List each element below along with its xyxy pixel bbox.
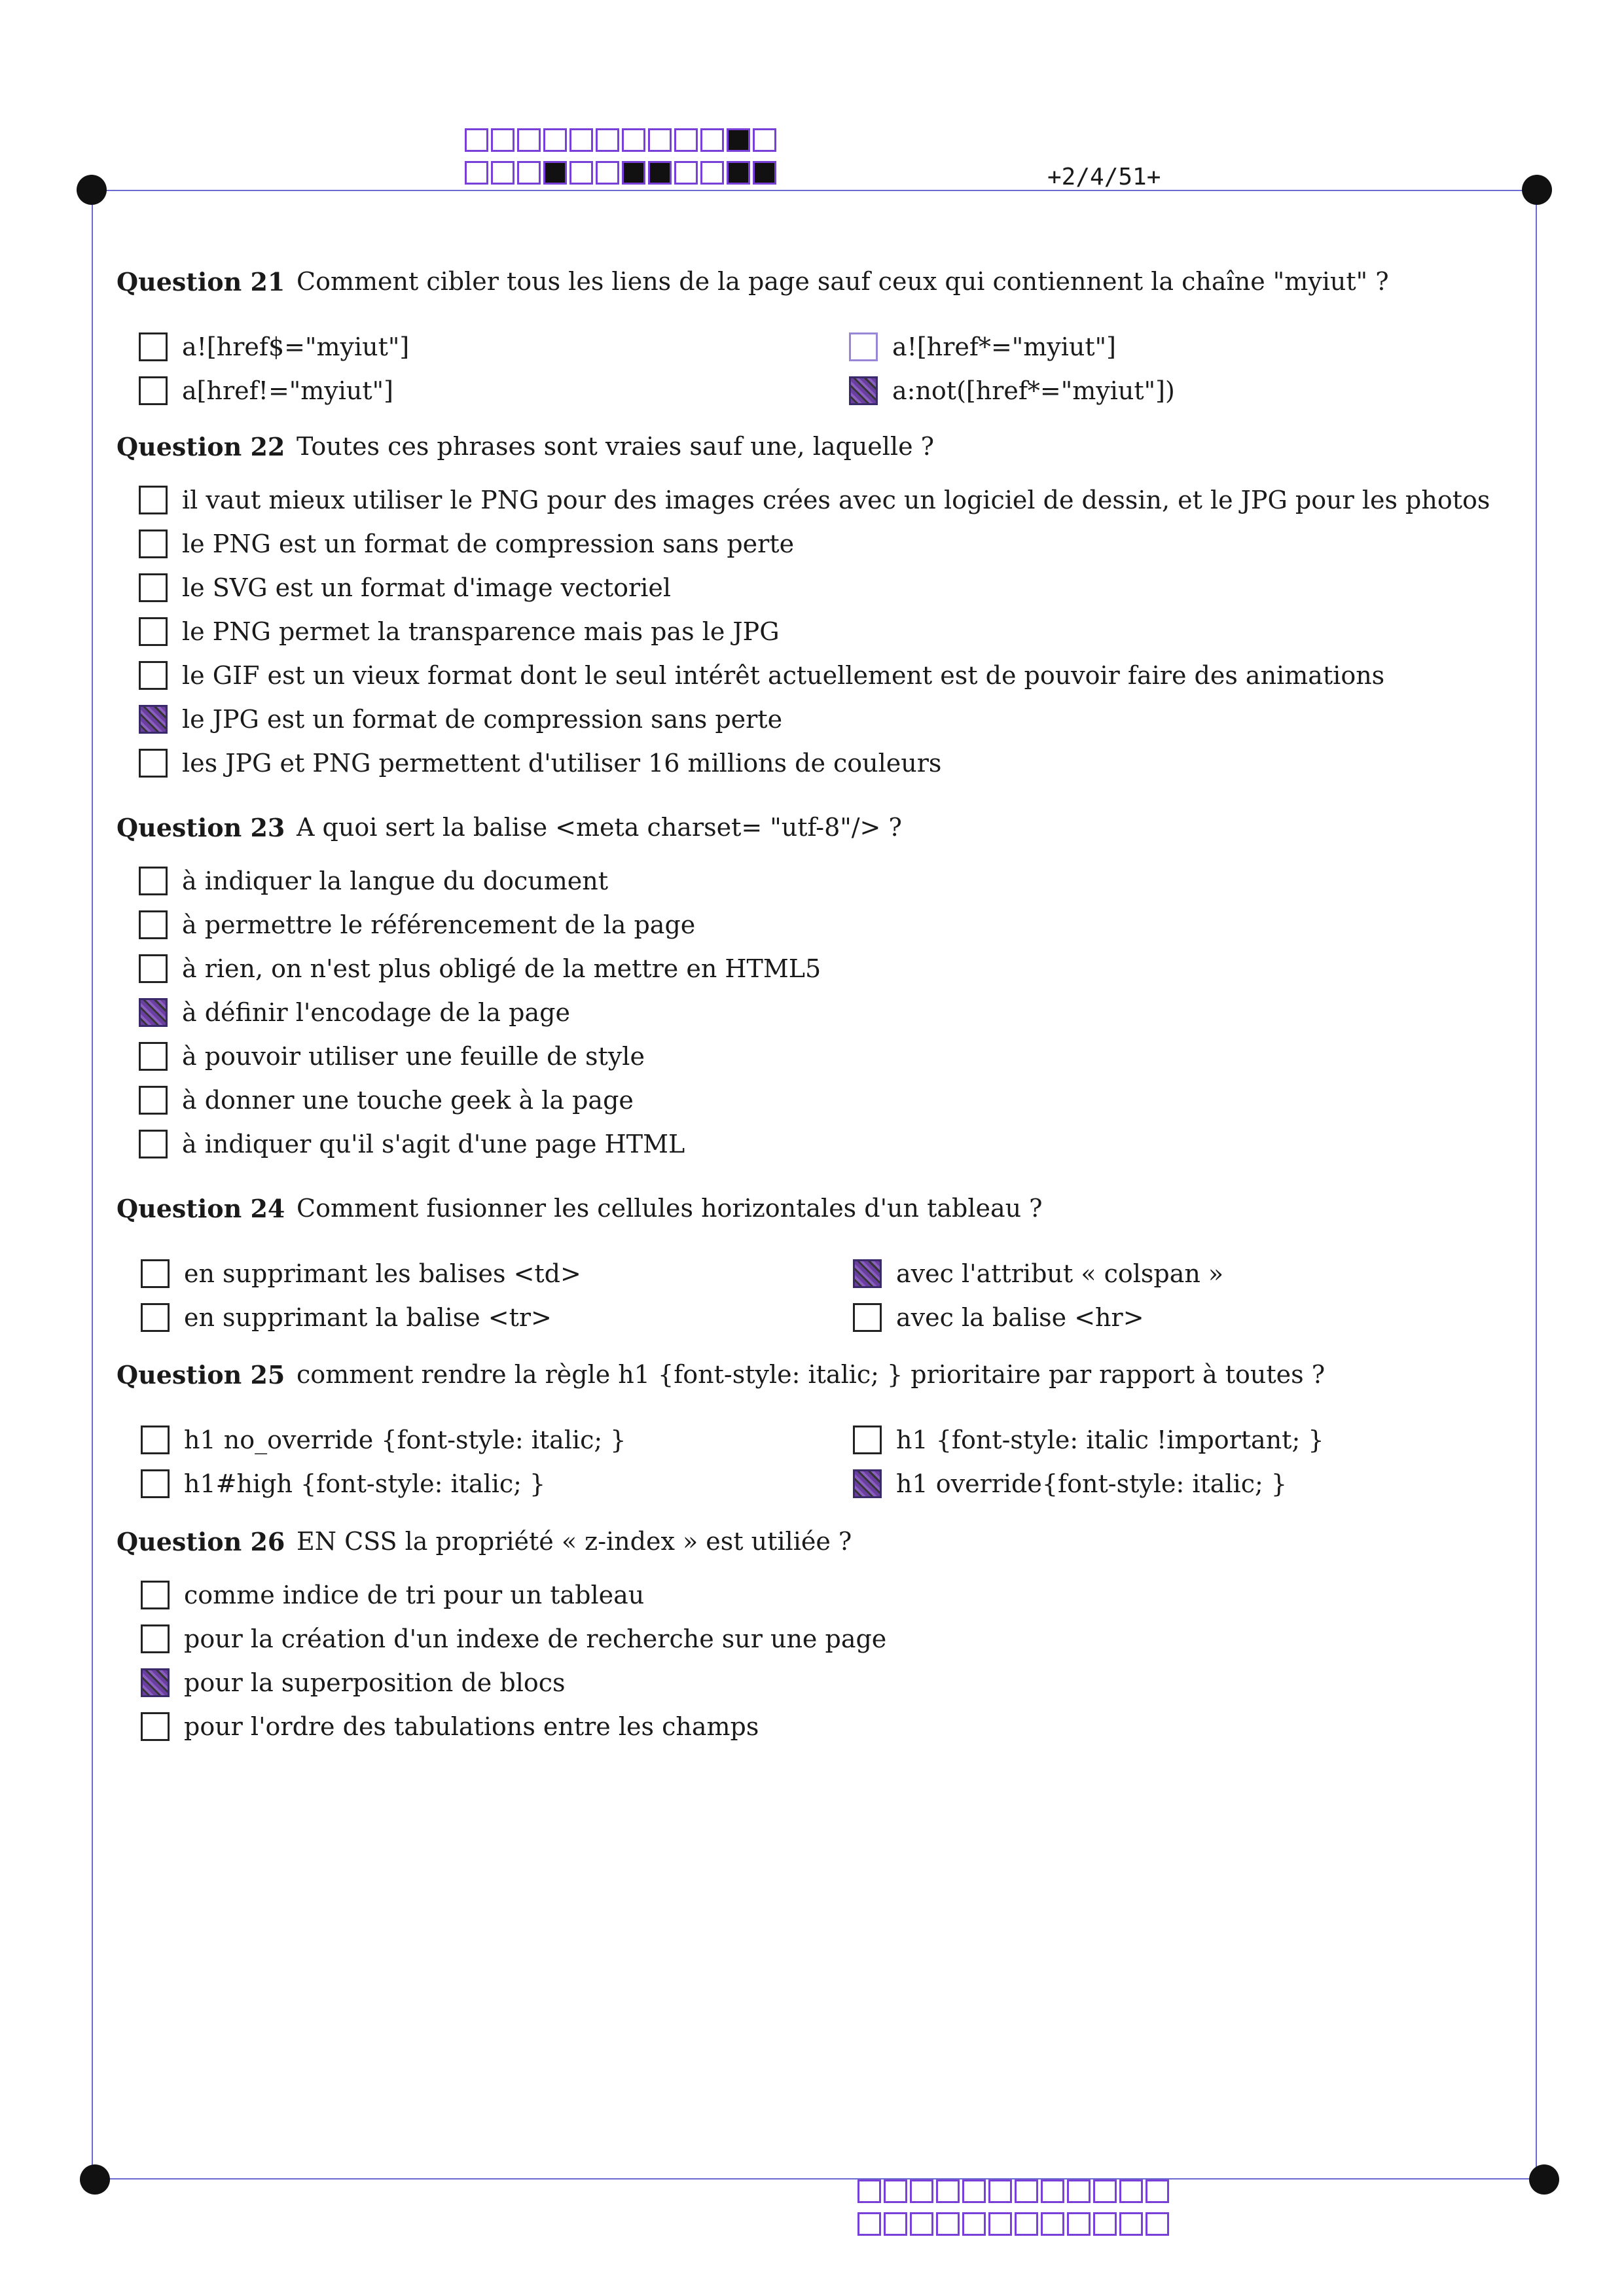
answer-text: à donner une touche geek à la page <box>182 1086 634 1115</box>
question-text: A quoi sert la balise <meta charset= "utf-8"/> ? <box>297 813 902 842</box>
answer-option[interactable] <box>139 1130 685 1158</box>
answer-checkbox[interactable] <box>139 998 168 1027</box>
answer-option[interactable] <box>139 998 570 1027</box>
answer-checkbox[interactable] <box>853 1259 882 1288</box>
answer-checkbox[interactable] <box>141 1469 170 1498</box>
answer-text: à définir l'encodage de la page <box>182 998 570 1027</box>
answer-text: le GIF est un vieux format dont le seul intérêt actuellement est de pouvoir faire des animations <box>182 661 1385 690</box>
answer-checkbox[interactable] <box>141 1712 170 1741</box>
code-cell <box>727 161 750 185</box>
answer-text: il vaut mieux utiliser le PNG pour des images crées avec un logiciel de dessin, et le JPG pour les photos <box>182 486 1490 514</box>
code-cell <box>674 128 698 152</box>
answer-text: pour l'ordre des tabulations entre les champs <box>184 1712 759 1741</box>
question-label: Question 22 <box>117 432 285 461</box>
code-cell <box>596 128 619 152</box>
answer-text: en supprimant les balises <td> <box>184 1259 581 1288</box>
answer-text: à indiquer qu'il s'agit d'une page HTML <box>182 1130 685 1158</box>
code-cell <box>1015 2179 1038 2203</box>
question-title <box>117 267 1389 296</box>
answer-text: a![href$="myiut"] <box>182 332 410 361</box>
question-text: Comment cibler tous les liens de la page sauf ceux qui contiennent la chaîne "myiut" ? <box>297 267 1389 296</box>
question-title <box>117 1360 1325 1390</box>
answer-text: à indiquer la langue du document <box>182 867 609 895</box>
question-label: Question 21 <box>117 267 285 296</box>
answer-text: le PNG permet la transparence mais pas le JPG <box>182 617 780 646</box>
answer-option[interactable] <box>139 486 1490 514</box>
code-cell <box>517 128 541 152</box>
answer-checkbox[interactable] <box>139 376 168 405</box>
answer-checkbox[interactable] <box>853 1303 882 1332</box>
question-title <box>117 813 902 842</box>
answer-checkbox[interactable] <box>139 705 168 734</box>
question-text: comment rendre la règle h1 {font-style: italic; } prioritaire par rapport à toutes ? <box>297 1360 1326 1389</box>
answer-option[interactable] <box>141 1259 581 1288</box>
code-cell <box>962 2179 986 2203</box>
registration-mark-bottom-left <box>80 2164 110 2195</box>
answer-checkbox[interactable] <box>139 486 168 514</box>
code-cell <box>1119 2179 1143 2203</box>
answer-option[interactable] <box>139 705 782 734</box>
answer-text: avec l'attribut « colspan » <box>896 1259 1224 1288</box>
page-identifier: +2/4/51+ <box>1047 164 1161 190</box>
answer-option[interactable] <box>139 1042 645 1071</box>
answer-text: les JPG et PNG permettent d'utiliser 16 millions de couleurs <box>182 749 942 778</box>
answer-text: comme indice de tri pour un tableau <box>184 1581 645 1609</box>
code-cell <box>1146 2212 1169 2236</box>
code-cell <box>753 161 776 185</box>
question-label: Question 23 <box>117 813 285 842</box>
code-cell <box>569 128 593 152</box>
answer-text: h1 {font-style: italic !important; } <box>896 1426 1324 1454</box>
code-cell <box>700 128 724 152</box>
answer-checkbox[interactable] <box>141 1668 170 1697</box>
code-cell <box>1119 2212 1143 2236</box>
code-cell <box>988 2179 1012 2203</box>
answer-text: avec la balise <hr> <box>896 1303 1144 1332</box>
answer-option[interactable] <box>853 1426 1324 1454</box>
answer-checkbox[interactable] <box>141 1624 170 1653</box>
answer-checkbox[interactable] <box>139 1042 168 1071</box>
question-label: Question 24 <box>117 1194 285 1223</box>
code-cell <box>1146 2179 1169 2203</box>
code-cell <box>1067 2212 1091 2236</box>
answer-checkbox[interactable] <box>139 573 168 602</box>
code-cell <box>1067 2179 1091 2203</box>
answer-option[interactable] <box>853 1303 1144 1332</box>
code-cell <box>988 2212 1012 2236</box>
answer-text: pour la superposition de blocs <box>184 1668 566 1697</box>
code-cell <box>857 2179 881 2203</box>
code-cell <box>936 2212 960 2236</box>
answer-checkbox[interactable] <box>139 332 168 361</box>
answer-checkbox[interactable] <box>139 661 168 690</box>
answer-checkbox[interactable] <box>849 376 878 405</box>
question-text: Toutes ces phrases sont vraies sauf une, laquelle ? <box>297 432 935 461</box>
code-cell <box>622 161 645 185</box>
code-cell <box>596 161 619 185</box>
code-cell <box>648 128 672 152</box>
answer-checkbox[interactable] <box>139 749 168 778</box>
answer-checkbox[interactable] <box>139 529 168 558</box>
registration-mark-top-left <box>77 175 107 205</box>
answer-checkbox[interactable] <box>141 1581 170 1609</box>
answer-option[interactable] <box>139 910 695 939</box>
answer-text: à permettre le référencement de la page <box>182 910 696 939</box>
answer-checkbox[interactable] <box>139 867 168 895</box>
answer-option[interactable] <box>849 376 1175 405</box>
answer-checkbox[interactable] <box>139 1086 168 1115</box>
answer-checkbox[interactable] <box>139 910 168 939</box>
question-title <box>117 1194 1043 1223</box>
answer-option[interactable] <box>139 1086 634 1115</box>
answer-option[interactable] <box>141 1668 566 1697</box>
question-title <box>117 1527 852 1556</box>
answer-checkbox[interactable] <box>849 332 878 361</box>
code-cell <box>648 161 672 185</box>
header-code-row-1 <box>465 128 779 152</box>
answer-option[interactable] <box>141 1469 545 1498</box>
question-title <box>117 432 934 461</box>
answer-option[interactable] <box>139 954 821 983</box>
answer-checkbox[interactable] <box>139 617 168 646</box>
answer-text: pour la création d'un indexe de recherche sur une page <box>184 1624 887 1653</box>
answer-text: a[href!="myiut"] <box>182 376 393 405</box>
code-cell <box>569 161 593 185</box>
answer-text: à pouvoir utiliser une feuille de style <box>182 1042 645 1071</box>
answer-option[interactable] <box>141 1426 626 1454</box>
answer-checkbox[interactable] <box>141 1426 170 1454</box>
answer-option[interactable] <box>853 1469 1287 1498</box>
answer-text: h1#high {font-style: italic; } <box>184 1469 546 1498</box>
answer-checkbox[interactable] <box>853 1426 882 1454</box>
answer-checkbox[interactable] <box>853 1469 882 1498</box>
answer-text: en supprimant la balise <tr> <box>184 1303 552 1332</box>
answer-option[interactable] <box>141 1581 644 1609</box>
registration-mark-bottom-right <box>1529 2164 1559 2195</box>
question-text: EN CSS la propriété « z-index » est utiliée ? <box>297 1527 852 1556</box>
code-cell <box>1093 2179 1117 2203</box>
code-cell <box>491 161 514 185</box>
code-cell <box>910 2212 933 2236</box>
code-cell <box>753 128 776 152</box>
code-cell <box>1041 2212 1064 2236</box>
footer-code-row-1 <box>857 2179 1172 2203</box>
answer-option[interactable] <box>139 376 393 405</box>
answer-option[interactable] <box>139 661 1384 690</box>
header-code-row-2 <box>465 161 779 185</box>
answer-checkbox[interactable] <box>139 954 168 983</box>
answer-text: le PNG est un format de compression sans perte <box>182 529 795 558</box>
registration-mark-top-right <box>1522 175 1552 205</box>
footer-code-row-2 <box>857 2212 1172 2236</box>
code-cell <box>1093 2212 1117 2236</box>
answer-text: le JPG est un format de compression sans perte <box>182 705 783 734</box>
answer-text: le SVG est un format d'image vectoriel <box>182 573 671 602</box>
code-cell <box>884 2212 907 2236</box>
answer-text: a:not([href*="myiut"]) <box>892 376 1175 405</box>
code-cell <box>491 128 514 152</box>
question-label: Question 25 <box>117 1360 285 1390</box>
code-cell <box>1015 2212 1038 2236</box>
code-cell <box>910 2179 933 2203</box>
code-cell <box>700 161 724 185</box>
answer-checkbox[interactable] <box>141 1259 170 1288</box>
answer-option[interactable] <box>139 749 941 778</box>
answer-option[interactable] <box>139 573 671 602</box>
code-cell <box>884 2179 907 2203</box>
code-cell <box>543 161 567 185</box>
question-label: Question 26 <box>117 1527 285 1556</box>
code-cell <box>517 161 541 185</box>
code-cell <box>857 2212 881 2236</box>
code-cell <box>465 161 488 185</box>
answer-text: a![href*="myiut"] <box>892 332 1116 361</box>
answer-checkbox[interactable] <box>141 1303 170 1332</box>
answer-option[interactable] <box>139 529 794 558</box>
answer-text: h1 override{font-style: italic; } <box>896 1469 1288 1498</box>
code-cell <box>465 128 488 152</box>
code-cell <box>936 2179 960 2203</box>
answer-option[interactable] <box>849 332 1116 361</box>
code-cell <box>962 2212 986 2236</box>
code-cell <box>727 128 750 152</box>
code-cell <box>1041 2179 1064 2203</box>
question-text: Comment fusionner les cellules horizontales d'un tableau ? <box>297 1194 1043 1223</box>
code-cell <box>543 128 567 152</box>
answer-checkbox[interactable] <box>139 1130 168 1158</box>
answer-option[interactable] <box>141 1303 552 1332</box>
answer-option[interactable] <box>139 867 608 895</box>
code-cell <box>622 128 645 152</box>
answer-option[interactable] <box>141 1624 886 1653</box>
answer-option[interactable] <box>853 1259 1223 1288</box>
answer-option[interactable] <box>139 332 409 361</box>
code-cell <box>674 161 698 185</box>
answer-text: h1 no_override {font-style: italic; } <box>184 1426 626 1454</box>
answer-option[interactable] <box>139 617 780 646</box>
answer-text: à rien, on n'est plus obligé de la mettre en HTML5 <box>182 954 821 983</box>
answer-option[interactable] <box>141 1712 759 1741</box>
